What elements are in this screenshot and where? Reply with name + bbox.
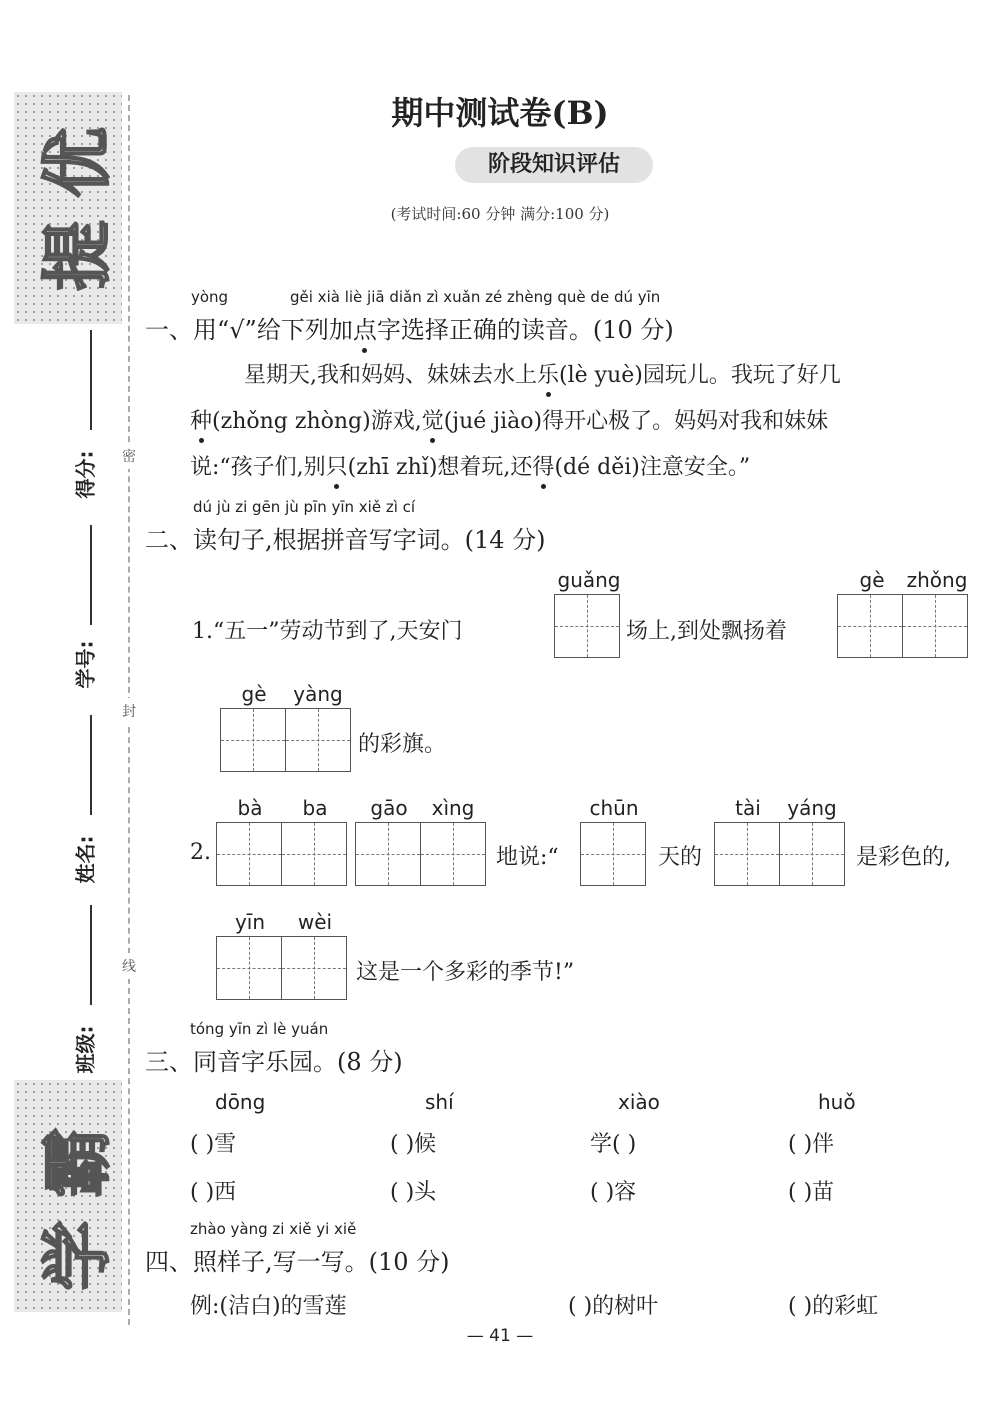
q1-line-1 (244, 358, 841, 389)
q1-dot-char-zhong: 种 (190, 404, 212, 435)
q3-col1-a[interactable]: ( )雪 (190, 1132, 237, 1157)
q1-pinyin-rest: gěi xià liè jiā diǎn zì xuǎn zé zhèng què de dú yīn (290, 288, 661, 306)
q3-col2-b[interactable]: ( )头 (390, 1180, 437, 1205)
q3-col4-a[interactable]: ( )伴 (788, 1132, 835, 1157)
q2-s2-py-chun: chūn (589, 796, 639, 820)
q2-s1-py-yang: yàng (293, 682, 343, 706)
page-title: 期中测试卷(B) (391, 94, 609, 132)
field-line-name[interactable] (90, 715, 92, 815)
q2-s2-py-yin: yīn (234, 910, 266, 934)
q1-dot-char-de: 得 (532, 450, 554, 481)
q2-s1-grid-geyang[interactable] (220, 708, 351, 772)
q4-item-3[interactable]: ( )的彩虹 (788, 1294, 879, 1319)
side-char-bottom-1: 学 (36, 1220, 119, 1291)
q1-heading-b: 字选择正确的读音。(10 分) (376, 316, 674, 344)
seal-char-mi: 密 (120, 443, 138, 469)
field-line-score[interactable] (90, 330, 92, 430)
q2-s2-py-tai: tài (735, 796, 761, 820)
q2-s2-part1: 地说:“ (496, 845, 559, 870)
q2-s1-part2: 场上,到处飘扬着 (626, 619, 787, 644)
q1-dot-char-le: 乐 (537, 358, 559, 389)
q3-col2-pinyin: shí (425, 1090, 454, 1114)
q2-s2-part4: 这是一个多彩的季节!” (356, 960, 575, 985)
q1-dot-char-zhi: 只 (326, 450, 348, 481)
subtitle-badge: 阶段知识评估 (455, 147, 653, 183)
q1-line3-b[interactable]: (zhī zhǐ)想着玩,还 (347, 455, 533, 480)
q2-s2-grid-gaoxing[interactable] (355, 822, 486, 886)
q2-s2-part2: 天的 (658, 845, 703, 870)
q1-line1-b[interactable]: (lè yuè)园玩儿。我玩了好几 (559, 363, 841, 388)
q2-s1-py-guang: guǎng (557, 568, 621, 592)
q2-s1-py-zhong: zhǒng (906, 568, 968, 592)
q1-line2-c[interactable]: (jué jiào)得开心极了。妈妈对我和妹妹 (443, 409, 829, 434)
q2-heading: 二、读句子,根据拼音写字词。(14 分) (145, 526, 546, 554)
q1-line3-c[interactable]: (dé děi)注意安全。” (554, 455, 751, 480)
q3-col3-b[interactable]: ( )容 (590, 1180, 637, 1205)
seal-char-feng: 封 (120, 698, 138, 724)
side-char-bottom-2: 霸 (36, 1127, 119, 1198)
q2-s2-py-xing: xìng (431, 796, 475, 820)
q1-line-2 (190, 404, 828, 435)
q3-col1-pinyin: dōng (215, 1090, 266, 1114)
q1-heading (145, 310, 674, 345)
q1-pinyin-yong: yòng (191, 288, 229, 306)
q2-s2-grid-taiyang[interactable] (714, 822, 845, 886)
q3-col2-a[interactable]: ( )候 (390, 1132, 437, 1157)
q3-col1-b[interactable]: ( )西 (190, 1180, 237, 1205)
q2-s1-py-ge: gè (859, 568, 885, 592)
side-char-top-1: 提 (36, 220, 119, 291)
q2-s2-part3: 是彩色的, (856, 845, 951, 870)
field-label-class: 班级: (73, 1025, 98, 1074)
q2-s1-part3: 的彩旗。 (358, 732, 447, 757)
q2-s2-py-wei: wèi (297, 910, 333, 934)
q2-s2-number: 2. (190, 840, 211, 865)
q2-s2-py-gao: gāo (370, 796, 408, 820)
q2-s2-py-ba1: bà (237, 796, 263, 820)
q2-s2-grid-chun[interactable] (580, 822, 646, 886)
field-label-score: 得分: (73, 450, 98, 499)
q2-pinyin: dú jù zi gēn jù pīn yīn xiě zì cí (193, 498, 416, 516)
side-char-top-2: 优 (36, 127, 119, 198)
seal-char-xian: 线 (120, 953, 138, 979)
q3-heading: 三、同音字乐园。(8 分) (145, 1048, 403, 1076)
q1-dot-char-jue: 觉 (422, 404, 444, 435)
q3-col4-pinyin: huǒ (818, 1090, 856, 1114)
q3-col4-b[interactable]: ( )苗 (788, 1180, 835, 1205)
q1-line2-b[interactable]: (zhǒng zhòng)游戏, (212, 409, 422, 434)
q3-pinyin: tóng yīn zì lè yuán (190, 1020, 329, 1038)
q4-example: 例:(洁白)的雪莲 (190, 1294, 347, 1319)
q4-heading: 四、照样子,写一写。(10 分) (145, 1248, 450, 1276)
q1-line3-a: 说:“孩子们,别 (190, 455, 326, 480)
q2-s1-grid-gezhong[interactable] (837, 594, 968, 658)
q4-item-2[interactable]: ( )的树叶 (568, 1294, 659, 1319)
field-label-id: 学号: (73, 640, 98, 689)
q2-s2-py-ba2: ba (302, 796, 328, 820)
q2-s2-grid-yinwei[interactable] (216, 936, 347, 1000)
q1-line-3 (190, 450, 750, 481)
field-line-class[interactable] (90, 905, 92, 1005)
field-label-name: 姓名: (73, 835, 98, 884)
q3-col3-a[interactable]: 学( ) (590, 1132, 637, 1157)
page-number: — 41 — (466, 1326, 534, 1346)
q1-line1-a: 星期天,我和妈妈、妹妹去水上 (244, 363, 537, 388)
field-line-id[interactable] (90, 525, 92, 625)
q4-pinyin: zhào yàng zi xiě yi xiě (190, 1220, 357, 1238)
q2-s1-py-ge2: gè (241, 682, 267, 706)
q1-heading-a: 一、用“√”给下列加 (145, 316, 353, 344)
q2-s2-grid-baba[interactable] (216, 822, 347, 886)
q2-s2-py-yang: yáng (787, 796, 837, 820)
q2-s1-part1: 1.“五一”劳动节到了,天安门 (192, 619, 463, 644)
q3-col3-pinyin: xiào (618, 1090, 660, 1114)
q1-heading-dot-char: 点 (353, 310, 377, 345)
exam-meta: (考试时间:60 分钟 满分:100 分) (390, 205, 610, 223)
q2-s1-grid-guang[interactable] (554, 594, 620, 658)
